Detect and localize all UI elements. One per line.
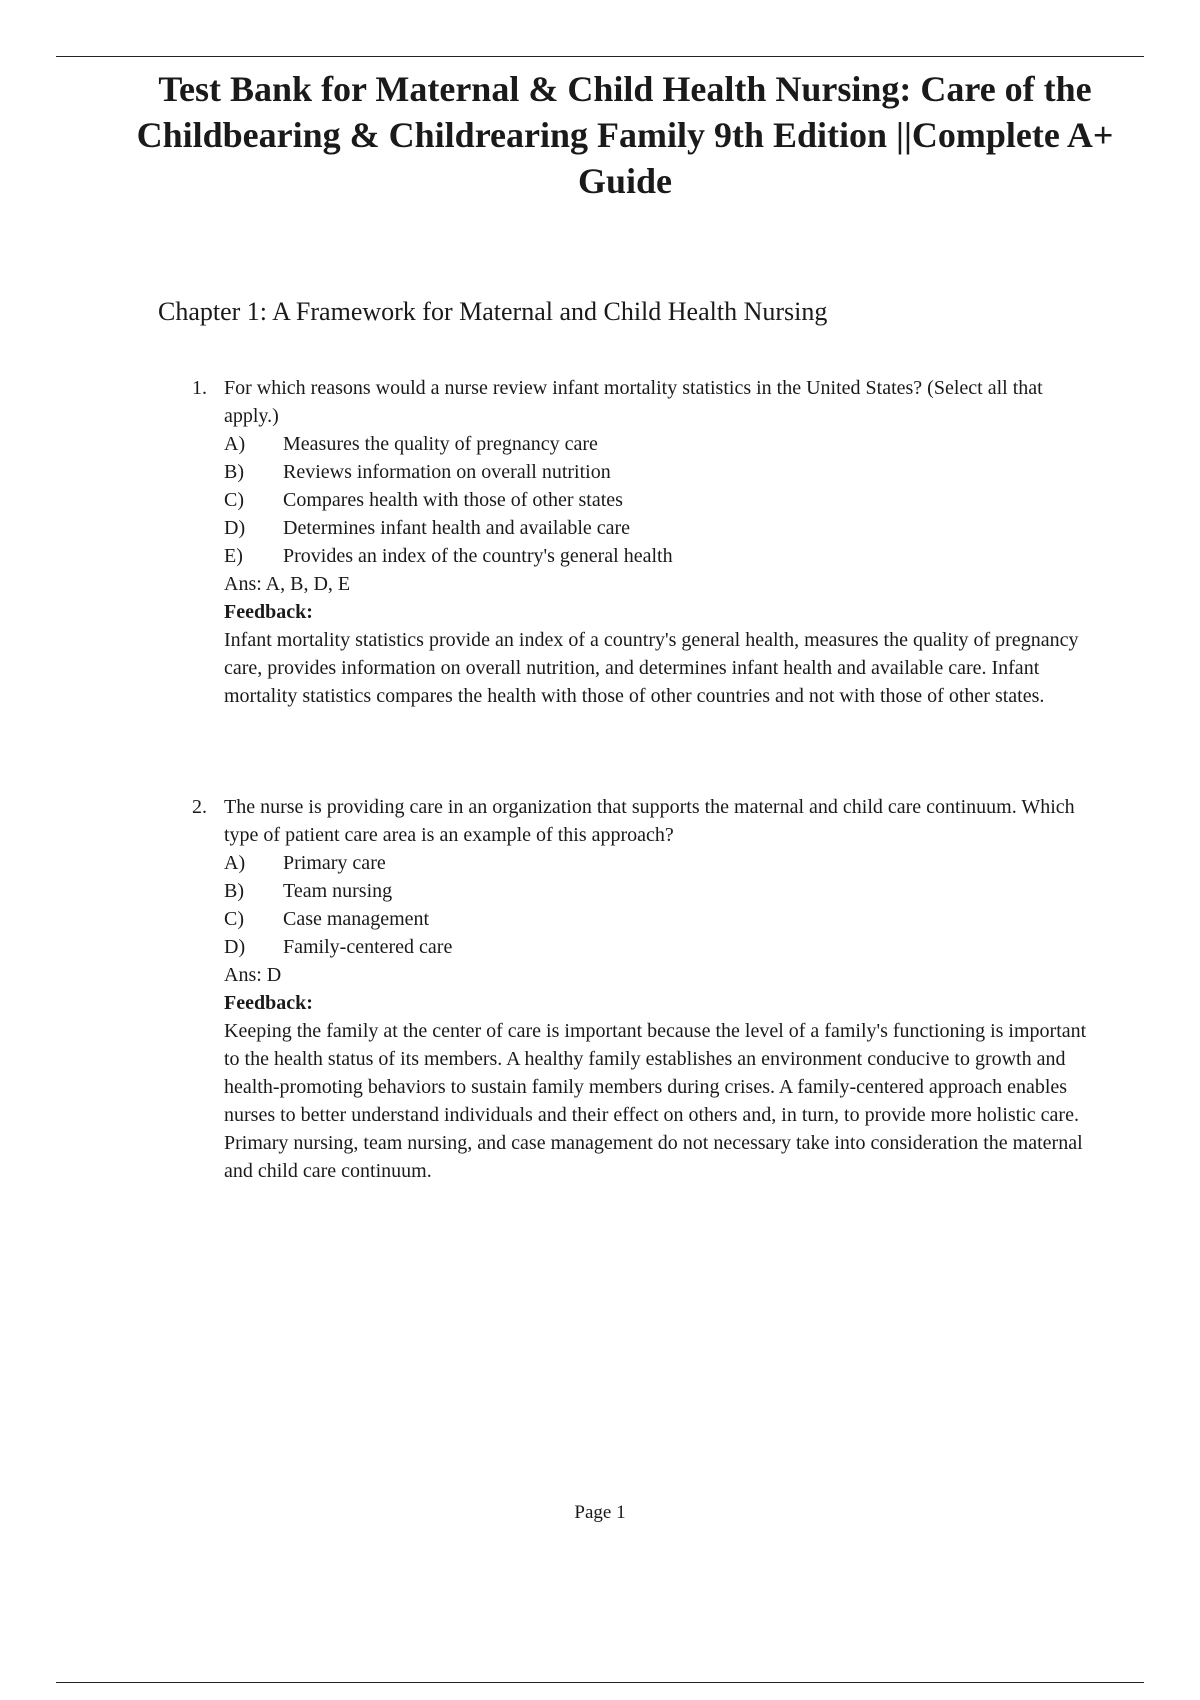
- option-b: [224, 458, 1092, 486]
- document-title: Test Bank for Maternal & Child Health Nursing: Care of the Childbearing & Childrearing Family 9th Edition ||Complete A+ Guide: [136, 69, 1114, 201]
- feedback-label: Feedback:: [224, 601, 313, 623]
- answer-key: Ans: D: [224, 964, 282, 986]
- question-number: 1.: [192, 377, 207, 399]
- question-1-stem: [192, 374, 1092, 710]
- option-list: [224, 849, 1092, 961]
- option-text: Family-centered care: [283, 936, 453, 958]
- option-letter: D): [224, 936, 246, 958]
- question-2: [192, 793, 1092, 1185]
- option-a: [224, 849, 1092, 877]
- option-text: Compares health with those of other states: [283, 489, 623, 511]
- feedback-text: Infant mortality statistics provide an index of a country's general health, measures the quality of pregnancy care, provides information on overall nutrition, and determines infant health and available care. Infant mortality statistics compares the health with those of other countries and not with those of other states.: [224, 629, 1079, 707]
- page-number: Page 1: [574, 1502, 626, 1523]
- option-text: Measures the quality of pregnancy care: [283, 433, 598, 455]
- option-text: Determines infant health and available care: [283, 517, 631, 539]
- option-text: Case management: [283, 908, 430, 930]
- question-text: For which reasons would a nurse review infant mortality statistics in the United States? (Select all that apply.): [224, 377, 1043, 427]
- option-d: [224, 933, 1092, 961]
- question-number: 2.: [192, 796, 207, 818]
- option-letter: A): [224, 852, 246, 874]
- question-2-stem: [192, 793, 1092, 1185]
- option-c: [224, 905, 1092, 933]
- option-text: Provides an index of the country's general health: [283, 545, 673, 567]
- question-text: The nurse is providing care in an organization that supports the maternal and child care continuum. Which type of patient care area is an example of this approach?: [224, 796, 1075, 846]
- option-a: [224, 430, 1092, 458]
- option-letter: B): [224, 880, 244, 902]
- option-letter: C): [224, 908, 244, 930]
- option-list: [224, 430, 1092, 570]
- option-letter: B): [224, 461, 244, 483]
- top-rule: [56, 56, 1144, 57]
- answer-key: Ans: A, B, D, E: [224, 573, 351, 595]
- option-text: Primary care: [283, 852, 386, 874]
- feedback-label: Feedback:: [224, 992, 313, 1014]
- option-letter: E): [224, 545, 243, 567]
- option-letter: C): [224, 489, 244, 511]
- option-d: [224, 514, 1092, 542]
- chapter-heading: Chapter 1: A Framework for Maternal and Child Health Nursing: [158, 297, 828, 326]
- question-1: [192, 374, 1092, 710]
- option-letter: A): [224, 433, 246, 455]
- option-letter: D): [224, 517, 246, 539]
- option-text: Team nursing: [283, 880, 393, 902]
- feedback-text: Keeping the family at the center of care is important because the level of a family's functioning is important to the health status of its members. A healthy family establishes an environment conducive to growth and health-promoting behaviors to sustain family members during crises. A family-centered approach enables nurses to better understand individuals and their effect on others and, in turn, to provide more holistic care. Primary nursing, team nursing, and case management do not necessary take into consideration the maternal and child care continuum.: [224, 1020, 1087, 1182]
- option-c: [224, 486, 1092, 514]
- option-text: Reviews information on overall nutrition: [283, 461, 611, 483]
- option-e: [224, 542, 1092, 570]
- bottom-rule: [56, 1682, 1144, 1683]
- option-b: [224, 877, 1092, 905]
